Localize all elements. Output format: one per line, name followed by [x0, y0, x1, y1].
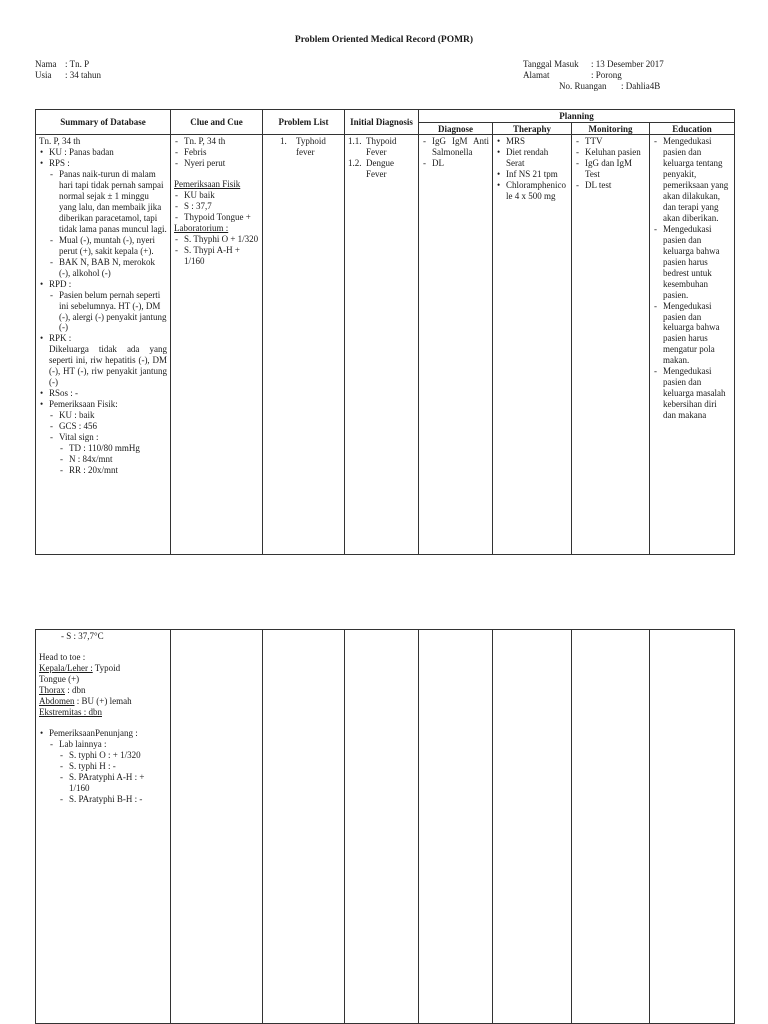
tongue-row: Tongue (+)	[39, 673, 80, 684]
diagnose-cell	[419, 135, 493, 555]
education-cell-continued	[650, 630, 735, 1024]
col-diagnose: Diagnose	[419, 123, 493, 135]
summary-rps: • RPS : - Panas naik-turun di malam hari tapi tidak pernah sampai normal sejak ± 1 minggu yang lalu, dan membaik jika diberikan paracetamol, tapi tidak lama panas muncul lagi. - Mual (-), muntah (-), nyeri perut (+), sakit kepala (+). - BAK N, BAB N, merokok (-), alkohol (-)	[39, 158, 167, 279]
col-initial: Initial Diagnosis	[345, 110, 419, 135]
problem-item: 1. Typhoid fever	[280, 136, 326, 157]
rps-item: - Mual (-), muntah (-), nyeri perut (+), sakit kepala (+).	[49, 235, 167, 257]
ruangan-label: No. Ruangan	[559, 81, 607, 91]
summary-rsos: • RSos : -	[39, 388, 167, 399]
tanggal-label: Tanggal Masuk	[523, 59, 579, 69]
education-item: - Mengedukasi pasien dan keluarga bahwa pasien harus bedrest untuk kesembuhan pasien.	[653, 224, 731, 301]
suhu-item: - S : 37,7°C	[61, 631, 104, 641]
summary-cell-continued	[36, 630, 171, 1024]
clue-lab-title: Laboratorium :	[174, 222, 229, 233]
tanggal-value: : 13 Desember 2017	[591, 59, 664, 69]
initial-item: 1.2. Dengue Fever	[348, 157, 394, 179]
diagnose-item: - DL	[422, 158, 489, 169]
alamat-value: : Porong	[591, 70, 622, 80]
clue-cell	[171, 135, 263, 555]
lab-lain-item: - Lab lainnya : - S. typhi O : + 1/320 - S. typhi H : - - S. PAratyphi A-H : + 1/160 - S. PAratyphi B-H : -	[49, 739, 167, 805]
rps-item: - Panas naik-turun di malam hari tapi tidak pernah sampai normal sejak ± 1 minggu yang lalu, dan membaik jika diberikan paracetamol, tapi tidak lama panas muncul lagi.	[49, 169, 167, 235]
ekstremitas-row: Ekstremitas : dbn	[39, 706, 102, 717]
monitoring-cell-continued	[572, 630, 650, 1024]
lab-result: - S. typhi H : -	[59, 761, 167, 772]
monitoring-cell	[572, 135, 650, 555]
col-clue: Clue and Cue	[171, 110, 263, 135]
therapy-item: • Diet rendah Serat	[496, 147, 568, 169]
rpk-text: Dikeluarga tidak ada yang seperti ini, riw hepatitis (-), DM (-), HT (-), riw penyakit jantung (-)	[49, 344, 167, 388]
clue-pf-item: - S : 37,7	[174, 201, 259, 212]
thorax-row: Thorax : dbn	[39, 684, 86, 695]
clue-pf-item: - KU baik	[174, 190, 259, 201]
nama-value: : Tn. P	[65, 59, 90, 69]
pomr-table-continued	[35, 629, 735, 1024]
problem-cell	[263, 135, 345, 555]
col-monitoring: Monitoring	[572, 123, 650, 135]
therapy-item: • Inf NS 21 tpm	[496, 169, 568, 180]
pomr-table	[35, 109, 735, 555]
monitoring-item: - Keluhan pasien	[575, 147, 646, 158]
kepala-row: Kepala/Leher : Typoid	[39, 662, 121, 673]
monitoring-item: - TTV	[575, 136, 646, 147]
page-title: Problem Oriented Medical Record (POMR)	[294, 35, 474, 45]
patient-info-left	[35, 59, 101, 81]
col-therapy: Theraphy	[493, 123, 572, 135]
problem-cell-continued	[263, 630, 345, 1024]
summary-rpk: • RPK : Dikeluarga tidak ada yang seperti ini, riw hepatitis (-), DM (-), HT (-), riw penyakit jantung (-)	[39, 333, 167, 388]
lab-result: - S. typhi O : + 1/320	[59, 750, 167, 761]
lab-result: - S. PAratyphi A-H : + 1/160	[59, 772, 167, 794]
summary-ku: • KU : Panas badan	[39, 147, 167, 158]
monitoring-item: - IgG dan IgM Test	[575, 158, 646, 180]
ruangan-value: : Dahlia4B	[621, 81, 661, 91]
summary-rpd: • RPD : - Pasien belum pernah seperti ini sebelumnya. HT (-), DM (-), alergi (-) penyakit jantung (-)	[39, 279, 167, 334]
therapy-item: • MRS	[496, 136, 568, 147]
initial-cell	[345, 135, 419, 555]
abdomen-row: Abdomen : BU (+) lemah	[39, 695, 132, 706]
rps-item: - BAK N, BAB N, merokok (-), alkohol (-)	[49, 257, 167, 279]
usia-label: Usia	[35, 70, 52, 80]
nama-label: Nama	[35, 59, 57, 69]
clue-pf-title: Pemeriksaan Fisik	[174, 178, 241, 189]
clue-item: - Febris	[174, 147, 259, 158]
monitoring-item: - DL test	[575, 180, 646, 191]
education-item: - Mengedukasi pasien dan keluarga tentang penyakit, pemeriksaan yang akan dilakukan, dan terapi yang akan diberikan.	[653, 136, 731, 224]
vital-item: - RR : 20x/mnt	[59, 465, 167, 476]
initial-item: 1.1. Thypoid Fever	[348, 136, 397, 157]
clue-pf-item: - Thypoid Tongue +	[174, 212, 259, 223]
col-planning: Planning	[419, 110, 735, 123]
initial-cell-continued	[345, 630, 419, 1024]
clue-cell-continued	[171, 630, 263, 1024]
pf-vital: - Vital sign : - TD : 110/80 mmHg - N : 84x/mnt - RR : 20x/mnt	[49, 432, 167, 476]
usia-value: : 34 tahun	[65, 70, 101, 80]
patient-info-right	[523, 59, 664, 92]
col-problem: Problem List	[263, 110, 345, 135]
clue-lab-item: - S. Thypi A-H + 1/160	[174, 245, 259, 267]
vital-item: - N : 84x/mnt	[59, 454, 167, 465]
pf-ku: - KU : baik	[49, 410, 167, 421]
summary-first: Tn. P, 34 th	[39, 136, 81, 146]
summary-pf: • Pemeriksaan Fisik: - KU : baik - GCS : 456 - Vital sign : - TD : 110/80 mmHg - N : 84x/mnt - RR : 20x/mnt	[39, 399, 167, 476]
pf-gcs: - GCS : 456	[49, 421, 167, 432]
penunjang-item: • PemeriksaanPenunjang : - Lab lainnya : - S. typhi O : + 1/320 - S. typhi H : - - S. PAratyphi A-H : + 1/160 - S. PAratyphi B-H : -	[39, 728, 167, 805]
head-to-toe-label: Head to toe :	[39, 651, 86, 662]
therapy-item: • Chloramphenicole 4 x 500 mg	[496, 180, 568, 202]
col-education: Education	[650, 123, 735, 135]
education-item: - Mengedukasi pasien dan keluarga bahwa pasien harus mengatur pola makan.	[653, 301, 731, 367]
education-item: - Mengedukasi pasien dan keluarga masalah kebersihan diri dan makana	[653, 366, 731, 421]
clue-item: - Tn. P, 34 th	[174, 136, 259, 147]
alamat-label: Alamat	[523, 70, 550, 80]
clue-item: - Nyeri perut	[174, 158, 259, 169]
diagnose-cell-continued	[419, 630, 493, 1024]
rpd-item: - Pasien belum pernah seperti ini sebelumnya. HT (-), DM (-), alergi (-) penyakit jantung (-)	[49, 290, 167, 334]
clue-lab-item: - S. Thyphi O + 1/320	[174, 234, 259, 245]
diagnose-item: - IgG IgM Anti Salmonella	[422, 136, 489, 158]
vital-item: - TD : 110/80 mmHg	[59, 443, 167, 454]
lab-result: - S. PAratyphi B-H : -	[59, 794, 167, 805]
summary-cell	[36, 135, 171, 555]
therapy-cell-continued	[493, 630, 572, 1024]
education-cell	[650, 135, 735, 555]
col-summary: Summary of Database	[36, 110, 171, 135]
therapy-cell	[493, 135, 572, 555]
